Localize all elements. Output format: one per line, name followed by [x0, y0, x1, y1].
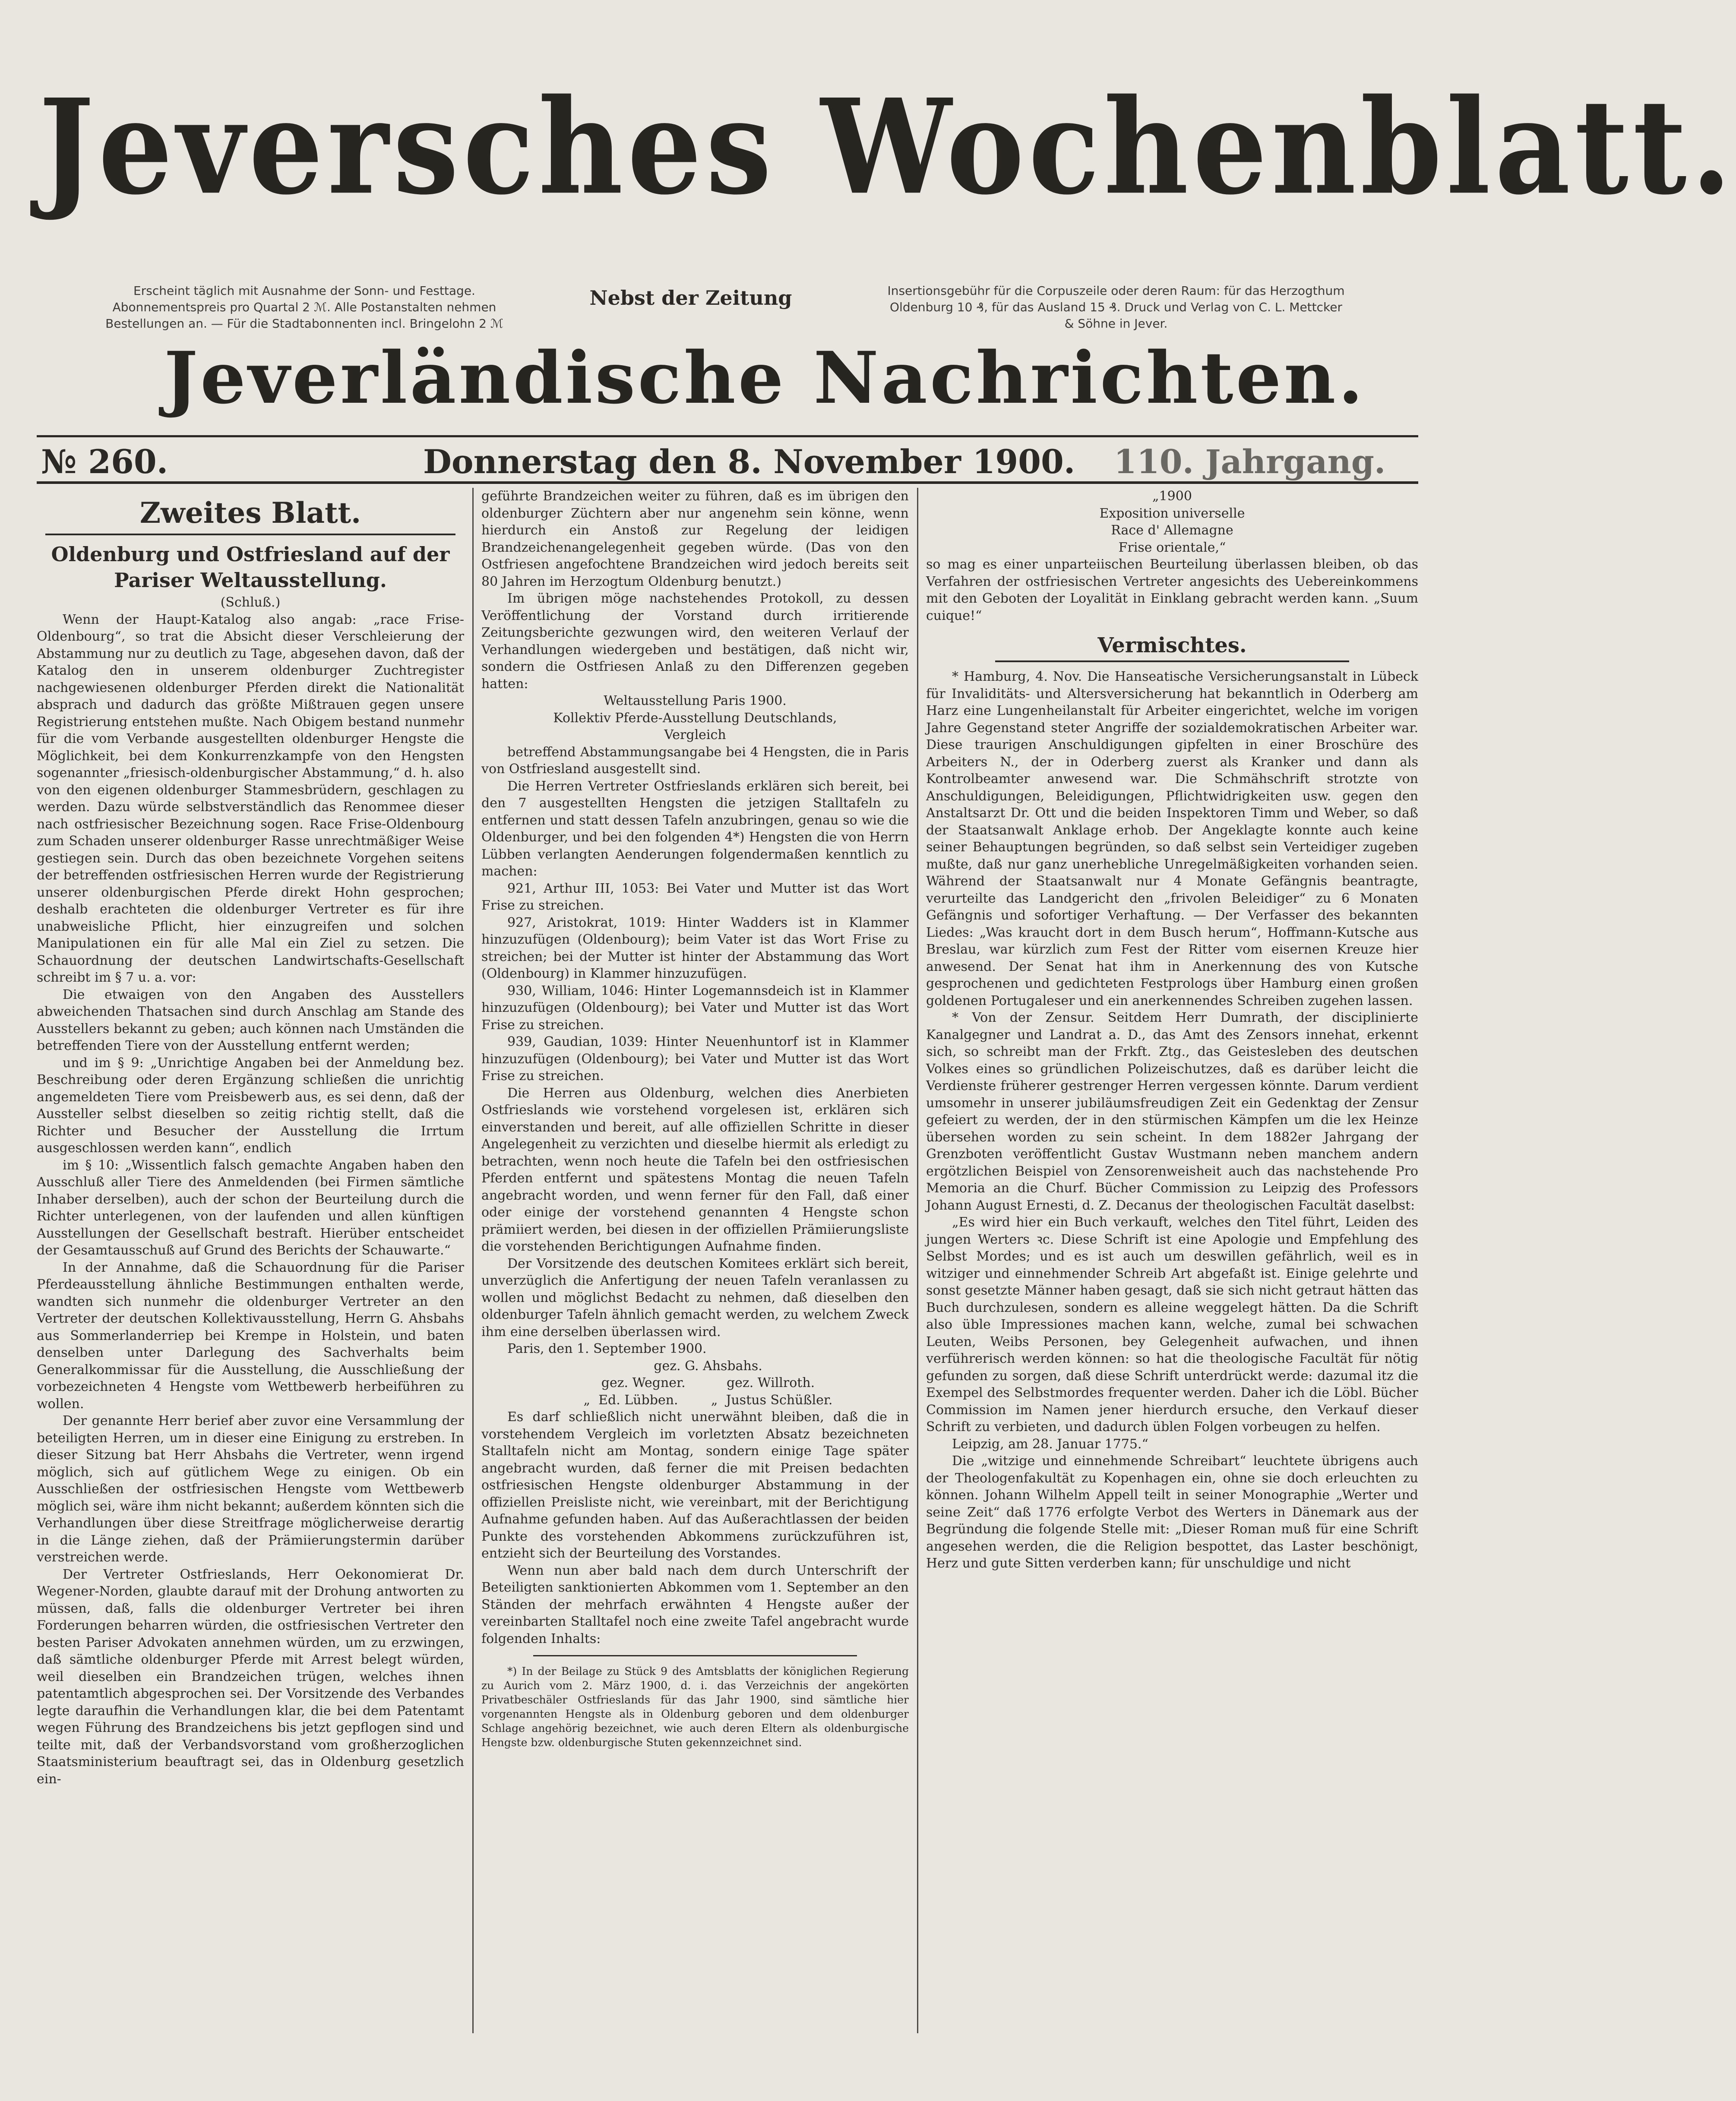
paragraph: In der Annahme, daß die Schauordnung für die Pariser Pferdeausstellung ähnliche Bestimmungen enthalten werde, wandten sich nunmehr die oldenburger Vertreter an den Vertreter der deutschen Kollektivausstellung, Herrn G. Ahsbahs aus Sommerlanderriep bei Krempe in Holstein, und baten denselben unter Darlegung des Sachverhalts beim Generalkommissar für die Ausstellung, die Ausschließung der vorbezeichneten 4 Hengste vom Wettbewerb herbeiführen zu wollen.: [37, 1260, 464, 1412]
paragraph: * Von der Zensur. Seitdem Herr Dumrath, der disciplinierte Kanalgegner und Landrat a. D., das Amt des Zensors innehat, erkennt sich, so schreibt man der Frkft. Ztg., das Geistesleben des deutschen Volkes eines so gründlichen Polizeischutzes, daß es darüber leicht die Verdienste früherer gestrenger Herren vergessen könnte. Darum verdient umsomehr in unserer jubiläumsfreudigen Zeit ein Gedenktag der Zensur gefeiert zu werden, der in den stürmischen Kämpfen um die lex Heinze übersehen worden zu sein scheint. In dem 1882er Jahrgang der Grenzboten veröffentlicht Gustav Wustmann neben manchem andern ergötzlichen Beispiel von Zensorenweisheit auch das nachstehende Pro Memoria an die Churf. Bücher Commission zu Leipzig des Professors Johann August Ernesti, d. Z. Decanus der theologischen Facultät daselbst:: [926, 1010, 1418, 1213]
subtitle: Jeverländische Nachrichten.: [164, 336, 1366, 420]
signature-line: gez. G. Ahsbahs.: [654, 1358, 762, 1374]
paragraph: Leipzig, am 28. Januar 1775.“: [952, 1436, 1148, 1452]
top-rule: [37, 435, 1418, 437]
paragraph: 939, Gaudian, 1039: Hinter Neuenhuntorf ist in Klammer hinzuzufügen (Oldenbourg); bei Vater und Mutter ist das Wort Frise zu streichen.: [481, 1034, 909, 1084]
column-separator: [917, 488, 918, 2033]
article-title: Oldenburg und Ostfriesland auf der Pariser Weltausstellung.: [51, 543, 450, 592]
paragraph: „Es wird hier ein Buch verkauft, welches den Titel führt, Leiden des jungen Werters ꝛc. Diese Schrift ist eine Apologie und Empfehlung des Selbst Mordes; und es ist auch um deswillen gefährlich, weil es in witziger und einnehmender Schreib Art abgefaßt ist. Einige gelehrte und sonst gesetzte Männer haben gesagt, daß sie sich nicht getraut hätten das Buch durchzulesen, sondern es alleine weggelegt hätten. Da die Schrift also üble Impressiones machen kann, welche, zumal bei schwachen Leuten, Weibs Personen, bey Gelegenheit aufwachen, und ihnen verführerisch werden können: so hat die theologische Facultät für nötig gefunden zu sorgen, daß diese Schrift unterdrückt werde: dazumal itz die Exempel des Selbstmordes frequenter werden. Daher ich die Löbl. Bücher Commission im Namen jener hierdurch ersuche, den Verkauf dieser Schrift zu verbieten, und dadurch üblen Folgen vorbeugen zu helfen.: [926, 1215, 1418, 1434]
volume-year: 110. Jahrgang.: [1114, 442, 1386, 481]
masthead-title: Jeversches Wochenblatt.: [39, 70, 1736, 224]
quoted-sign: Frise orientale,“: [1118, 540, 1226, 555]
paragraph: Der Vorsitzende des deutschen Komitees erklärt sich bereit, unverzüglich die Anfertigung der neuen Tafeln veranlassen zu wollen und möglichst Bedacht zu nehmen, daß dieselben den oldenburger Tafeln ähnlich gemacht werden, zu welchem Zweck ihm eine derselben überlassen wird.: [481, 1256, 909, 1340]
quoted-sign: „1900: [1152, 489, 1192, 504]
paragraph: 921, Arthur III, 1053: Bei Vater und Mutter ist das Wort Frise zu streichen.: [481, 881, 909, 913]
paragraph: Die „witzige und einnehmende Schreibart“ leuchtete übrigens auch der Theologenfakultät zu Kopenhagen ein, ohne sie doch erleuchten zu können. Johann Wilhelm Appell teilt in seiner Monographie „Werter und seine Zeit“ daß 1776 erfolgte Verbot des Werters in Dänemark aus der Begründung die folgende Stelle mit: „Dieser Roman muß für eine Schrift angesehen werden, die die Religion bespottet, das Laster beschönigt, Herz und gute Sitten verderben kann; für unschuldige und nicht: [926, 1453, 1418, 1571]
paragraph: so mag es einer unparteiischen Beurteilung überlassen bleiben, ob das Verfahren der ostfriesischen Vertreter angesichts des Uebereinkommens mit den Geboten der Loyalität in Einklang gebracht werden kann. „Suum cuique!“: [926, 557, 1418, 623]
paragraph: Der Vertreter Ostfrieslands, Herr Oekonomierat Dr. Wegener-Norden, glaubte darauf mit der Drohung antworten zu müssen, daß, falls die oldenburger Vertreter bei ihren Forderungen beharren würden, die ostfriesischen Vertreter den besten Pariser Advokaten annehmen würden, um zu erzwingen, daß sämtliche oldenburger Pferde mit Arrest belegt würden, weil dieselben ein Brandzeichen trügen, welches ihnen patentamtlich abgesprochen sei. Der Vorsitzende des Verbandes legte daraufhin die Verhandlungen klar, die bei dem Patentamt wegen Führung des Brandzeichens bis jetzt gepflogen sind und teilte mit, daß der Verbandsvorstand vom großherzoglichen Staatsministerium beauftragt sei, das in Oldenburg gesetzlich ein-: [37, 1567, 464, 1787]
paragraph: Im übrigen möge nachstehendes Protokoll, zu dessen Veröffentlichung der Vorstand durch irritierende Zeitungsberichte gezwungen wird, den weiteren Verlauf der Verhandlungen wiedergeben und bestätigen, daß nicht wir, sondern die Ostfriesen Anlaß zu den Differenzen gegeben hatten:: [481, 591, 909, 692]
paragraph: geführte Brandzeichen weiter zu führen, daß es im übrigen den oldenburger Züchtern aber nur angenehm sein könne, wenn hierdurch ein Anstoß zur Regelung der leidigen Brandzeichenangelegenheit gegeben würde. (Das von den Ostfriesen angefochtene Brandzeichen wird jedoch bereits seit 80 Jahren im Herzogtum Oldenburg benutzt.): [481, 489, 909, 589]
paragraph: Der genannte Herr berief aber zuvor eine Versammlung der beteiligten Herren, um in dieser eine Einigung zu erstreben. In dieser Sitzung bat Herr Ahsbahs die Vertreter, wenn irgend möglich, sich auf gütlichem Wege zu einigen. Ob ein Ausschließen der ostfriesischen Hengste vom Wettbewerb möglich sei, wäre ihm nicht bekannt; außerdem könnten sich die Verhandlungen über diese Streitfrage möglicherweise derartig in die Länge ziehen, daß der Prämiierungstermin darüber verstreichen werde.: [37, 1413, 464, 1565]
footnote-rule: [533, 1655, 857, 1656]
paragraph: im § 10: „Wissentlich falsch gemachte Angaben haben den Ausschluß aller Tiere des Anmeldenden (bei Firmen sämtliche Inhaber derselben), auch der schon der Beurteilung durch die Richter unterlegenen, von der laufenden und allen künftigen Ausstellungen der Gesellschaft bestraft. Hierüber entscheidet der Gesamtausschuß auf Grund des Berichts der Schauwarte.“: [37, 1157, 464, 1258]
signature-line: „ Ed. Lübben. „ Justus Schüßler.: [583, 1392, 833, 1408]
column-3: [926, 488, 1418, 2033]
column-separator: [472, 488, 474, 2033]
document-heading: Vergleich: [664, 727, 726, 742]
paragraph: 930, William, 1046: Hinter Logemannsdeich ist in Klammer hinzuzufügen (Oldenbourg); bei Vater und Mutter ist das Wort Frise zu streichen.: [481, 983, 909, 1033]
advertising-info: Insertionsgebühr für die Corpuszeile oder deren Raum: für das Herzogthum Oldenburg 10 ₰, für das Ausland 15 ₰. Druck und Verlag von C. L. Mettcker & Söhne in Jever.: [887, 284, 1345, 331]
article-subtitle: (Schluß.): [220, 595, 281, 610]
footnote: *) In der Beilage zu Stück 9 des Amtsblatts der königlichen Regierung zu Aurich vom 2. März 1900, d. i. das Verzeichnis der angekörten Privatbeschäler Ostfrieslands für das Jahr 1900, sind sämtliche hier vorgenannten Hengste als in Oldenburg geboren und dem oldenburger Schlage angehörig bezeichnet, wie auch deren Eltern als oldenburgische Hengste bzw. oldenburgische Stuten gekennzeichnet sind.: [481, 1665, 909, 1749]
signature-line: Paris, den 1. September 1900.: [507, 1341, 707, 1356]
paragraph: 927, Aristokrat, 1019: Hinter Wadders ist in Klammer hinzuzufügen (Oldenbourg); beim Vater ist das Wort Frise zu streichen; bei der Mutter ist hinter der Abstammung das Wort (Oldenbourg) in Klammer hinzuzufügen.: [481, 915, 909, 981]
bottom-rule: [37, 481, 1418, 484]
paragraph: und im § 9: „Unrichtige Angaben bei der Anmeldung bez. Beschreibung oder deren Ergänzung schließen die unrichtig angemeldeten Tiere vom Preisbewerb aus, es sei denn, daß der Aussteller selbst dieselben so zeitig richtig stellt, daß die Richter und Besucher der Ausstellung die Irrtum ausgeschlossen werden kann“, endlich: [37, 1055, 464, 1156]
section-heading: Zweites Blatt.: [45, 492, 455, 535]
paragraph: Die Herren aus Oldenburg, welchen dies Anerbieten Ostfrieslands wie vorstehend vorgelesen ist, erklären sich einverstanden und bereit, auf alle offiziellen Schritte in dieser Angelegenheit zu verzichten und dieselbe hiermit als erledigt zu betrachten, wenn noch heute die Tafeln bei den ostfriesischen Pferden entfernt und spätestens Montag die neuen Tafeln angebracht worden, und wenn ferner für den Fall, daß einer oder einige der vorstehend genannten 4 Hengste schon prämiiert werden, bei diesen in der offiziellen Prämiierungsliste die vorstehenden Berichtigungen Aufnahme finden.: [481, 1085, 909, 1254]
subscription-info: Erscheint täglich mit Ausnahme der Sonn- und Festtage. Abonnementspreis pro Quartal 2 ℳ. Alle Postanstalten nehmen Bestellungen an. — Für die Stadtabonnenten incl. Bringelohn 2 ℳ: [105, 284, 503, 331]
document-subject: betreffend Abstammungsangabe bei 4 Hengsten, die in Paris von Ostfriesland ausgestellt sind.: [481, 744, 909, 777]
paragraph: Es darf schließlich nicht unerwähnt bleiben, daß die in vorstehendem Vergleich im vorletzten Absatz bezeichneten Stalltafeln nicht am Montag, sondern einige Tage später angebracht wurden, daß ferner die mit Preisen bedachten ostfriesischen Hengste oldenburger Abstammung in der offiziellen Preisliste nicht, wie vereinbart, mit der Berichtigung Aufnahme gefunden haben. Auf das Außerachtlassen der beiden Punkte des vorstehenden Abkommens zurückzuführen ist, entzieht sich der Beurteilung des Vorstandes.: [481, 1409, 909, 1561]
signature-line: gez. Wegner. gez. Willroth.: [601, 1375, 815, 1390]
column-1: [37, 488, 464, 2033]
document-heading: Kollektiv Pferde-Ausstellung Deutschlands,: [553, 710, 837, 726]
paragraph: Wenn nun aber bald nach dem durch Unterschrift der Beteiligten sanktionierten Abkommen vom 1. September an den Ständen der mehrfach erwähnten 4 Hengste außer der vereinbarten Stalltafel noch eine zweite Tafel angebracht wurde folgenden Inhalts:: [481, 1563, 909, 1646]
issue-number: № 260.: [41, 442, 168, 481]
paragraph: * Hamburg, 4. Nov. Die Hanseatische Versicherungsanstalt in Lübeck für Invaliditäts- und Altersversicherung hat bekanntlich in Oderberg am Harz eine Lungenheilanstalt für Arbeiter eingerichtet, welche im vorigen Jahre Gegenstand steter Angriffe der sozialdemokratischen Arbeiter war. Diese traurigen Anschuldigungen gipfelten in einer Broschüre des Arbeiters N., der in Oderberg zuerst als Kranker und dann als Kontrolbeamter anwesend war. Die Schmähschrift strotzte von Anschuldigungen, Beleidigungen, Pflichtwidrigkeiten usw. gegen den Anstaltsarzt Dr. Ott und die beiden Inspektoren Timm und Weber, so daß der Staatsanwalt Anklage erhob. Der Angeklagte konnte auch keine seiner Behauptungen begründen, so daß selbst sein Verteidiger zugeben mußte, daß nur ganz unerhebliche Unregelmäßigkeiten vorhanden seien. Während der Staatsanwalt nur 4 Monate Gefängnis beantragte, verurteilte das Landgericht den „frivolen Beleidiger“ zu 6 Monaten Gefängnis und sofortiger Verhaftung. — Der Verfasser des bekannten Liedes: „Was kraucht dort in dem Busch herum“, Hoffmann-Kutsche aus Breslau, war kürzlich zum Fest der Ritter vom eisernen Kreuze hier anwesend. Der Senat hat ihm in Anerkennung des von Kutsche gesprochenen und gedichteten Festprologs über Hamburg einen großen goldenen Portugaleser und ein anerkennendes Schreiben zugehen lassen.: [926, 669, 1418, 1008]
column-2: [481, 488, 909, 2033]
issue-date: Donnerstag den 8. November 1900.: [423, 442, 1075, 481]
quoted-sign: Exposition universelle: [1099, 506, 1245, 521]
paragraph: Die Herren Vertreter Ostfrieslands erklären sich bereit, bei den 7 ausgestellten Hengsten die jetzigen Stalltafeln zu entfernen und statt dessen Tafeln anzubringen, genau so wie die Oldenburger, und bei den folgenden 4*) Hengsten die von Herrn Lübben verlangten Aenderungen folgendermaßen kenntlich zu machen:: [481, 778, 909, 879]
paragraph: Wenn der Haupt-Katalog also angab: „race Frise-Oldenbourg“, so trat die Absicht dieser Verschleierung der Abstammung nur zu deutlich zu Tage, abgesehen davon, daß der Katalog den in unserem oldenburger Zuchtregister nachgewiesenen oldenburger Pferden direkt die Nationalität absprach und dadurch das größte Mißtrauen gegen unsere Registrierung entstehen mußte. Nach Obigem bestand nunmehr für die vom Verbande ausgestellten oldenburger Hengste die Möglichkeit, bei dem Konkurrenzkampfe von den Hengsten sogenannter „friesisch-oldenburgischer Abstammung,“ d. h. also von den eigenen oldenburger Stammesbrüdern, geschlagen zu werden. Dazu würde selbstverständlich das Renommee dieser nach ostfriesischer Bezeichnung sogen. Race Frise-Oldenbourg zum Schaden unserer oldenburger Rasse unrechtmäßiger Weise gestiegen sein. Durch das oben bezeichnete Vorgehen seitens der betreffenden ostfriesischen Herren wurde der Registrierung unserer oldenburgischen Pferde direkt Hohn gesprochen; deshalb erachteten die oldenburger Vertreter es für ihre unabweisliche Pflicht, hier einzugreifen und solchen Manipulationen ein für alle Mal ein Ziel zu setzen. Die Schauordnung der deutschen Landwirtschafts-Gesellschaft schreibt im § 7 u. a. vor:: [37, 612, 464, 985]
quoted-sign: Race d' Allemagne: [1111, 523, 1233, 538]
paragraph: Die etwaigen von den Angaben des Ausstellers abweichenden Thatsachen sind durch Anschlag am Stande des Ausstellers bekannt zu geben; auch können nach Umständen die betreffenden Tiere von der Ausstellung entfernt werden;: [37, 987, 464, 1053]
supplement-note: Nebst der Zeitung: [589, 286, 792, 310]
section-heading: Vermischtes.: [995, 630, 1349, 662]
document-heading: Weltausstellung Paris 1900.: [604, 693, 787, 708]
